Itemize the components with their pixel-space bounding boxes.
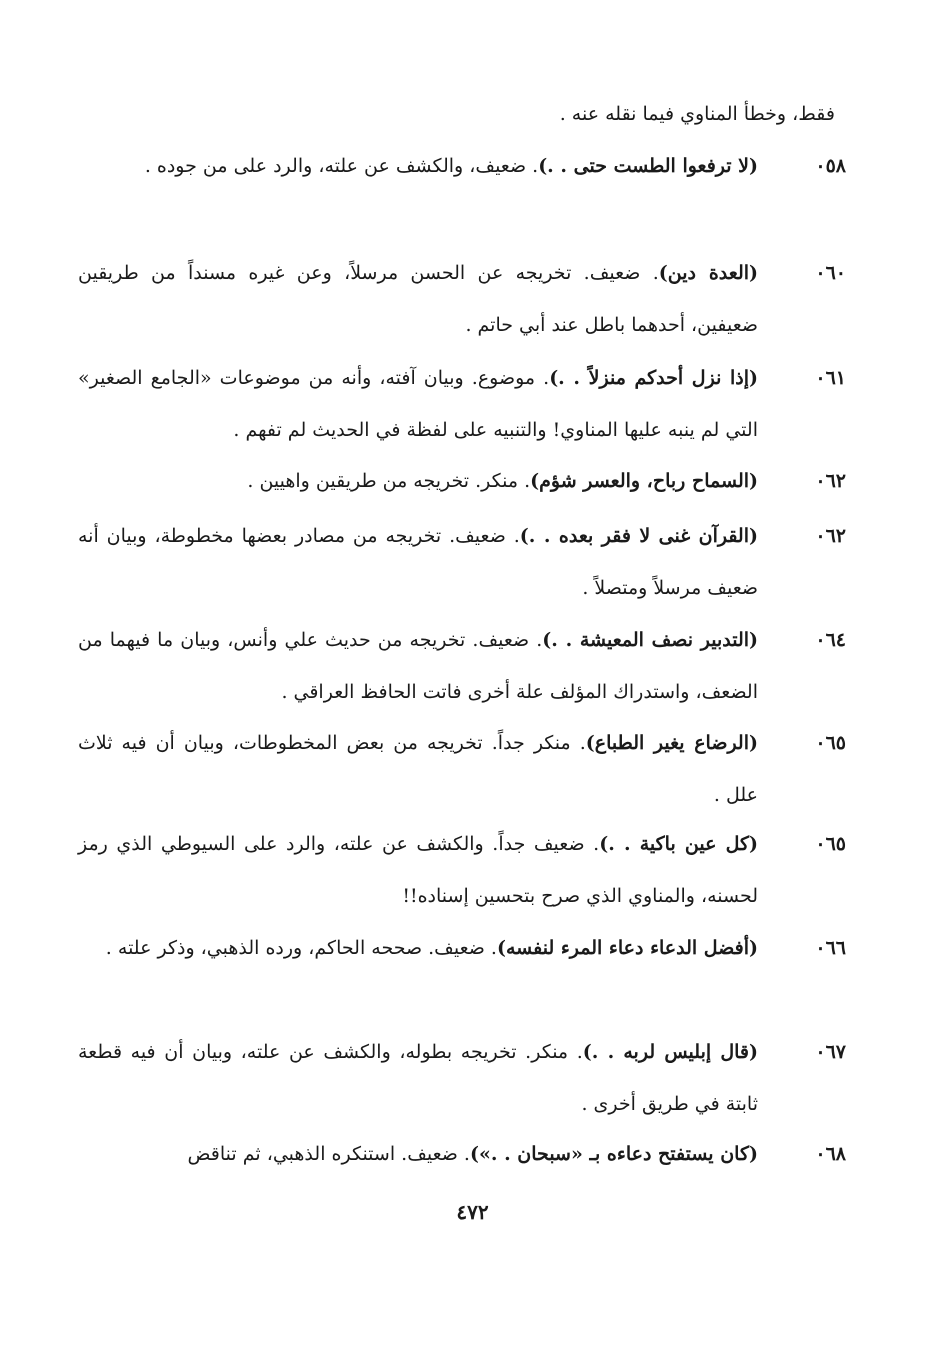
hadith-comment: . ضعيف. صححه الحاكم، ورده الذهبي، وذكر علته .: [105, 937, 497, 959]
entry-number: ٠٦٢: [815, 470, 846, 492]
entry-text: [78, 717, 758, 821]
entry-number: ٠٦٨: [815, 1143, 846, 1165]
page-number: ٤٧٢: [456, 1200, 489, 1224]
entry-number: ٠٦٠: [815, 262, 846, 284]
entry-text: [78, 455, 758, 507]
hadith-comment: . ضعيف، والكشف عن علته، والرد على من جوده .: [144, 155, 539, 177]
entry-text: [78, 1026, 758, 1130]
entry-number: ٠٦٤: [815, 629, 846, 651]
hadith-title: (لا ترفعوا الطست حتى . .): [538, 155, 758, 177]
hadith-title: (العدة دين): [658, 262, 759, 284]
hadith-title: (التدبير نصف المعيشة . .): [542, 629, 758, 651]
hadith-title: (كل عين باكية . .): [599, 833, 758, 855]
hadith-comment: . ضعيف. تخريجه من حديث علي وأنس، وبيان ما فيهما من الضعف، واستدراك المؤلف علة أخرى فاتت الحافظ العراقي .: [78, 629, 758, 703]
entry-number: ٠٦٥: [815, 732, 846, 754]
hadith-comment: . موضوع. وبيان آفته، وأنه من موضوعات «الجامع الصغير» التي لم ينبه عليها المناوي! والتنبيه على لفظة في الحديث لم تفهم .: [78, 367, 758, 441]
entry-number: ٠٥٨: [815, 155, 846, 177]
hadith-title: (السماح رباح، والعسر شؤم): [530, 470, 758, 492]
entry-number: ٠٦٢: [815, 525, 846, 547]
hadith-comment: . ضعيف جداً. والكشف عن علته، والرد على السيوطي الذي رمز لحسنه، والمناوي الذي صرح بتحسين إسناده!!: [78, 833, 758, 907]
hadith-comment: . منكر جداً. تخريجه من بعض المخطوطات، وبيان أن فيه ثلاث علل .: [78, 732, 758, 806]
hadith-comment: . ضعيف. تخريجه من مصادر بعضها مخطوطة، وبيان أنه ضعيف مرسلاً ومتصلاً .: [78, 525, 758, 599]
hadith-comment: . منكر. تخريجه من طريقين واهيين .: [247, 470, 531, 492]
hadith-comment: . ضعيف. تخريجه عن الحسن مرسلاً، وعن غيره مسنداً من طريقين ضعيفين، أحدهما باطل عند أبي حاتم .: [78, 262, 758, 336]
hadith-comment: . منكر. تخريجه بطوله، والكشف عن علته، وبيان أن فيه قطعة ثابتة في طريق أخرى .: [78, 1041, 758, 1115]
entry-number: ٠٦٧: [815, 1041, 846, 1063]
hadith-title: (كان يستفتح دعاءه بـ «سبحان . .»): [469, 1143, 758, 1165]
entry-text: [78, 922, 758, 974]
hadith-title: (أفضل الدعاء دعاء المرء لنفسه): [496, 937, 758, 959]
entry-text: [78, 510, 758, 614]
entry-text: [78, 818, 758, 922]
intro-paragraph: فقط، وخطأ المناوي فيما نقله عنه .: [559, 103, 835, 125]
entry-text: [78, 1128, 758, 1180]
entry-text: [78, 352, 758, 456]
entry-text: [78, 247, 758, 351]
entry-number: ٠٦٥: [815, 833, 846, 855]
entry-text: [78, 140, 758, 192]
hadith-title: (قال إبليس لربه . .): [582, 1041, 758, 1063]
entry-number: ٠٦٦: [815, 937, 846, 959]
hadith-comment: . ضعيف. استنكره الذهبي، ثم تناقض: [187, 1143, 470, 1165]
entry-text: [78, 614, 758, 718]
hadith-title: (إذا نزل أحدكم منزلاً . .): [549, 367, 759, 389]
hadith-title: (الرضاع يغير الطباع): [585, 732, 758, 754]
entry-number: ٠٦١: [815, 367, 846, 389]
hadith-title: (القرآن غنى لا فقر بعده . .): [519, 525, 758, 547]
